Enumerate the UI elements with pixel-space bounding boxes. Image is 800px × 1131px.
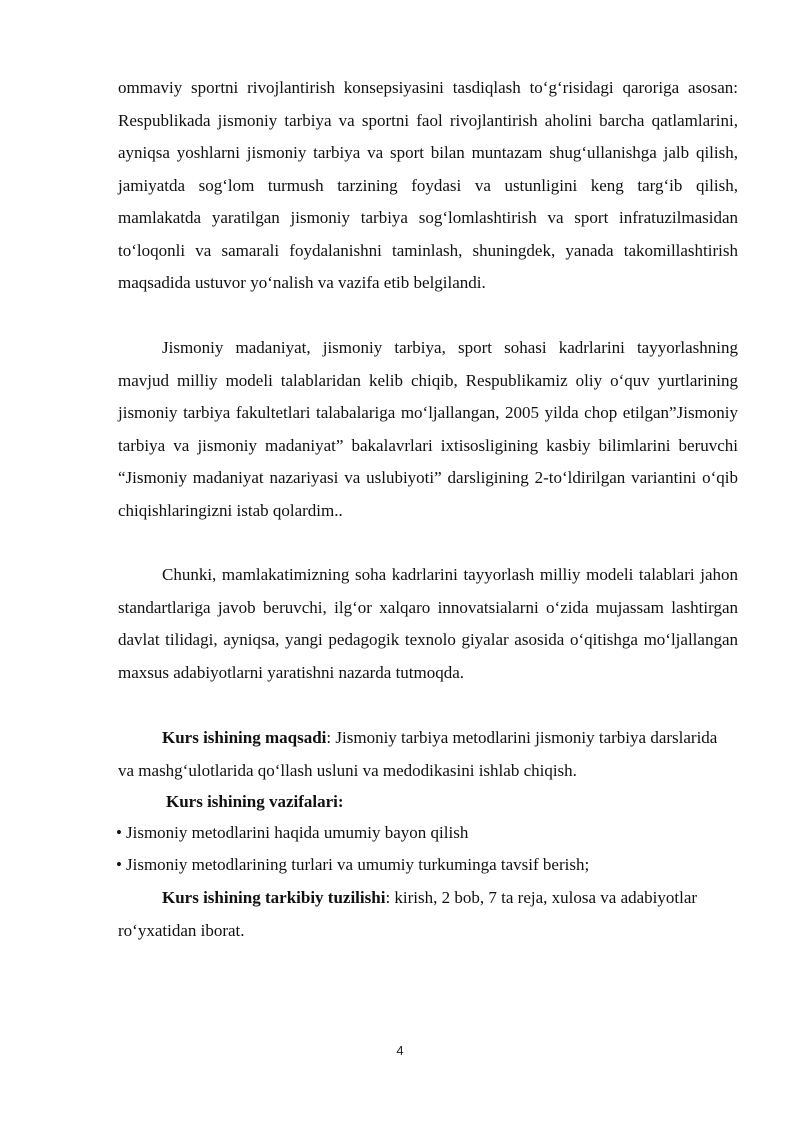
course-structure-separator: : xyxy=(385,888,395,907)
course-tasks-label: Kurs ishining vazifalari: xyxy=(166,792,344,811)
course-goal-label: Kurs ishining maqsadi xyxy=(162,728,327,747)
bullet-icon: • xyxy=(116,823,122,842)
course-goal xyxy=(118,722,718,787)
paragraph-intro: ommaviy sportni rivojlantirish konsepsiyasini tasdiqlash to‘g‘risidagi qaroriga asosan: Respublikada jismoniy tarbiya va sportni faol rivojlantirish aholini barcha qatlamlarini, ayniqsa yoshlarni jismoniy tarbiya va sport bilan muntazam shug‘ullanishga jalb qilish, jamiyatda sog‘lom turmush tarzining foydasi va ustunligini keng targ‘ib qilish, mamlakatda yaratilgan jismoniy tarbiya sog‘lomlashtirish va sport infratuzilmasidan to‘loqonli va samarali foydalanishni taminlash, shuningdek, yanada takomillashtirish maqsadida ustuvor yo‘nalish va vazifa etib belgilandi. xyxy=(118,78,738,292)
task-text: Jismoniy metodlarini haqida umumiy bayon qilish xyxy=(126,823,469,842)
task-list-item xyxy=(116,817,746,849)
bullet-icon: • xyxy=(116,855,122,874)
course-tasks-heading xyxy=(118,786,726,819)
task-list-item xyxy=(116,849,746,881)
course-structure-text: kirish, 2 bob, 7 ta reja, xulosa va adabiyotlar ro‘yxatidan iborat. xyxy=(118,888,698,940)
task-text: Jismoniy metodlarining turlari va umumiy turkuminga tavsif berish; xyxy=(126,855,590,874)
paragraph-national-model: Chunki, mamlakatimizning soha kadrlarini tayyorlash milliy modeli talablari jahon standartlariga javob beruvchi, ilg‘or xalqaro innovatsialarni o‘zida mujassam lashtirgan davlat tilidagi, ayniqsa, yangi pedagogik texnolo giyalar asosida o‘qitishga mo‘ljallangan maxsus adabiyotlarni yaratishni nazarda tutmoqda. xyxy=(118,565,738,682)
course-structure-label: Kurs ishining tarkibiy tuzilishi xyxy=(162,888,386,907)
course-structure xyxy=(118,882,718,947)
page-number: 4 xyxy=(396,1043,404,1058)
course-goal-separator: : xyxy=(326,728,336,747)
course-goal-text: Jismoniy tarbiya metodlarini jismoniy tarbiya darslarida va mashg‘ulotlarida qo‘llash usluni va medodikasini ishlab chiqish. xyxy=(118,728,718,780)
paragraph-textbook: Jismoniy madaniyat, jismoniy tarbiya, sport sohasi kadrlarini tayyorlashning mavjud milliy modeli talablaridan kelib chiqib, Respublikamiz oliy o‘quv yurtlarining jismoniy tarbiya fakultetlari talabalariga mo‘ljallangan, 2005 yilda chop etilgan”Jismoniy tarbiya va jismoniy madaniyat” bakalavrlari ixtisosligining kasbiy bilimlarini beruvchi “Jismoniy madaniyat nazariyasi va uslubiyoti” darsligining 2-to‘ldirilgan variantini o‘qib chiqishlaringizni istab qolardim.. xyxy=(118,338,738,520)
